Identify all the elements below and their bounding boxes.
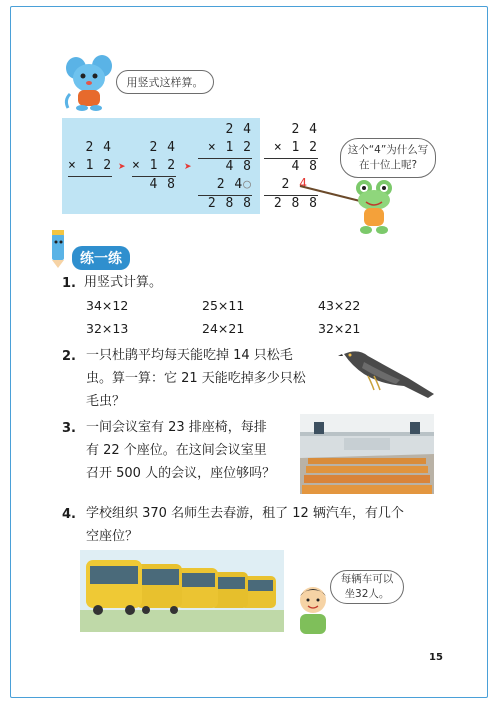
calc-step-2 xyxy=(132,140,176,195)
calc-step3-partial2 xyxy=(198,177,252,195)
frog-mascot-illustration xyxy=(352,178,398,236)
calc-step3-top: 2 4 xyxy=(225,122,252,137)
calc-step2-top: 2 4 xyxy=(149,140,176,155)
calc-step4-partial2-digit: 2 xyxy=(281,177,291,192)
calc-step4-total: 2 8 8 xyxy=(273,196,318,211)
page-number: 15 xyxy=(429,652,443,663)
arrow-right-icon: ➤ xyxy=(184,162,192,172)
expression-1: 34×12 xyxy=(86,298,129,313)
problem-2-text xyxy=(86,344,326,413)
frog-question-text: 这个“4”为什么写在十位上呢? xyxy=(347,144,429,171)
problem-4-number: 4. xyxy=(62,507,76,522)
calc-step-1 xyxy=(68,140,112,177)
problem-4-text xyxy=(86,502,446,548)
calc-step3-partial1: 4 8 xyxy=(225,159,252,174)
calc-step4-mult: × 1 2 xyxy=(273,140,318,155)
cuckoo-bird-illustration xyxy=(338,344,436,400)
calc-step2-partial1: 4 8 xyxy=(149,177,176,192)
problem-1-text: 用竖式计算。 xyxy=(84,275,163,290)
boy-illustration xyxy=(292,584,334,634)
problem-4-line-2: 空座位？ xyxy=(86,529,139,544)
problem-3-line-2: 有 22 个座位。在这间会议室里 xyxy=(86,443,267,458)
buses-illustration xyxy=(80,550,284,632)
calc-step3-total: 2 8 8 xyxy=(207,196,252,211)
expression-4: 32×13 xyxy=(86,321,129,336)
pencil-icon xyxy=(46,228,70,268)
mouse-mascot-illustration xyxy=(62,54,116,112)
meeting-room-photo xyxy=(300,414,434,494)
problem-2-line-1: 一只杜鹃平均每天能吃掉 14 只松毛 xyxy=(86,348,293,363)
calc-step3-mult: × 1 2 xyxy=(207,140,252,155)
calc-step-3 xyxy=(198,122,252,214)
instruction-speech-bubble xyxy=(116,70,214,94)
problem-1-number: 1. xyxy=(62,276,76,291)
expression-3: 43×22 xyxy=(318,298,361,313)
arrow-right-icon: ➤ xyxy=(118,162,126,172)
calc-step4-highlighted-digit: 4 xyxy=(299,177,308,192)
frog-question-bubble xyxy=(340,138,436,178)
boy-speech-bubble xyxy=(330,570,404,604)
problem-3-line-3: 召开 500 人的会议，座位够吗？ xyxy=(86,466,276,481)
problem-3-line-1: 一间会议室有 23 排座椅，每排 xyxy=(86,420,267,435)
calc-step4-top: 2 4 xyxy=(291,122,318,137)
practice-section-title: 练一练 xyxy=(72,246,130,270)
calc-step3-partial2-digits: 2 4 xyxy=(216,177,244,192)
calc-step1-line xyxy=(68,176,112,177)
expression-6: 32×21 xyxy=(318,321,361,336)
calc-step2-mult: × 1 2 xyxy=(132,158,177,173)
instruction-text: 用竖式这样算。 xyxy=(126,75,204,89)
calc-step1-mult: × 1 2 xyxy=(68,158,113,173)
problem-2-line-2: 虫。算一算：它 21 天能吃掉多少只松 xyxy=(86,371,306,386)
problem-3-number: 3. xyxy=(62,421,76,436)
expression-5: 24×21 xyxy=(202,321,245,336)
problem-2-number: 2. xyxy=(62,349,76,364)
problem-2-line-3: 毛虫？ xyxy=(86,394,126,409)
calc-step1-top: 2 4 xyxy=(85,140,112,155)
placeholder-circle-icon: ○ xyxy=(243,177,252,192)
problem-3-text xyxy=(86,416,296,485)
calc-step4-partial1: 4 8 xyxy=(291,159,318,174)
expression-2: 25×11 xyxy=(202,298,245,313)
problem-4-line-1: 学校组织 370 名师生去春游，租了 12 辆汽车，有几个 xyxy=(86,506,404,521)
boy-speech-text: 每辆车可以坐32人。 xyxy=(340,573,394,600)
